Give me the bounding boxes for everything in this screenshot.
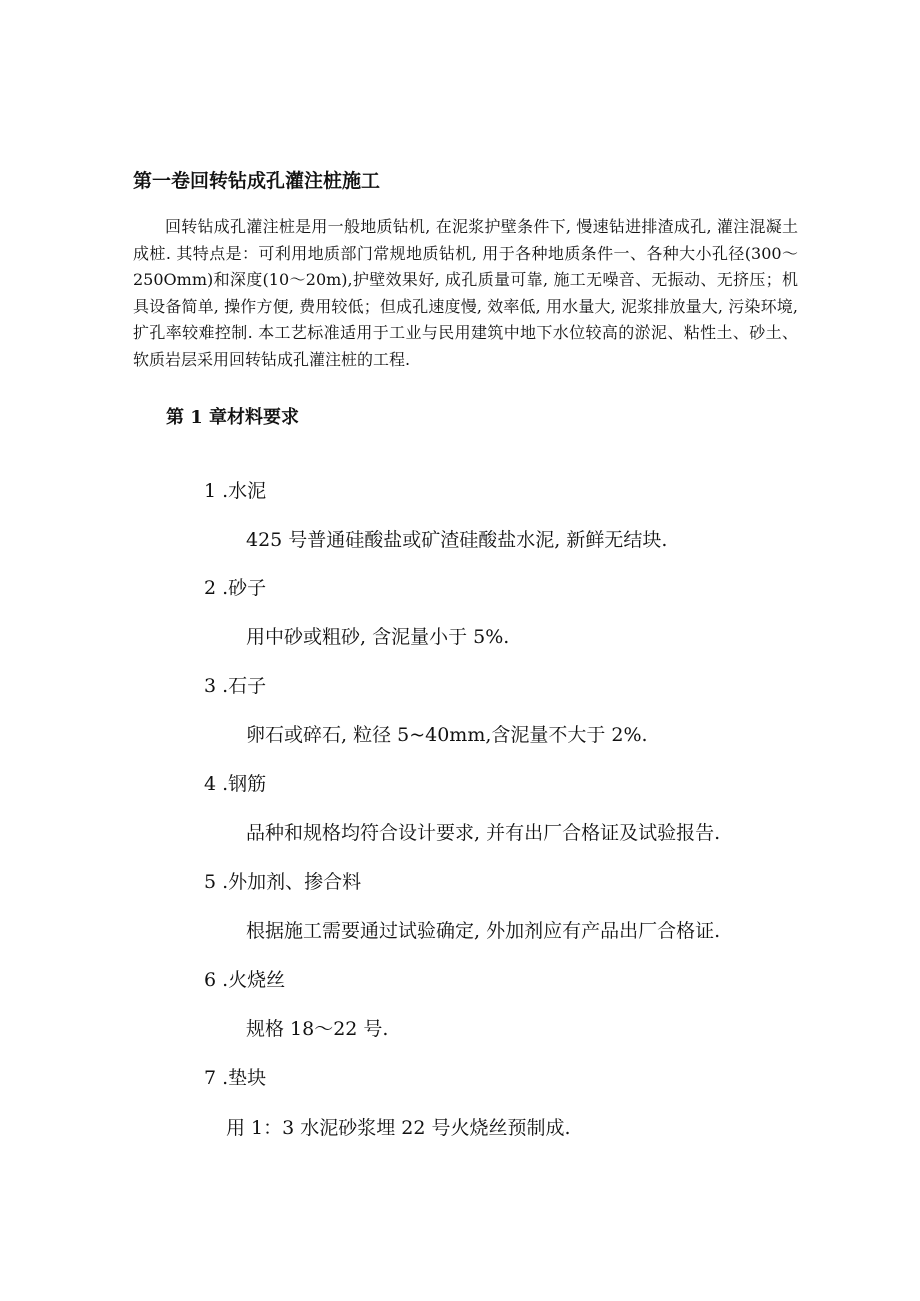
item-heading-admixture: 5 .外加剂、掺合料: [204, 871, 362, 893]
item-body-spacer: 用 1：3 水泥砂浆埋 22 号火烧丝预制成.: [226, 1117, 571, 1139]
item-heading-rebar: 4 .钢筋: [204, 773, 267, 795]
item-body-wire: 规格 18～22 号.: [246, 1018, 389, 1040]
item-body-rebar: 品种和规格均符合设计要求, 并有出厂合格证及试验报告.: [246, 822, 721, 844]
chapter-title: 第 1 章材料要求: [166, 407, 300, 428]
item-heading-wire: 6 .火烧丝: [204, 969, 286, 991]
item-heading-spacer: 7 .垫块: [204, 1067, 267, 1089]
item-heading-sand: 2 .砂子: [204, 577, 267, 599]
item-body-stone: 卵石或碎石, 粒径 5~40mm,含泥量不大于 2%.: [246, 724, 648, 746]
item-body-cement: 425 号普通硅酸盐或矿渣硅酸盐水泥, 新鲜无结块.: [246, 529, 668, 551]
item-heading-cement: 1 .水泥: [204, 480, 267, 502]
item-body-admixture: 根据施工需要通过试验确定, 外加剂应有产品出厂合格证.: [246, 920, 721, 942]
item-body-sand: 用中砂或粗砂, 含泥量小于 5%.: [246, 626, 510, 648]
volume-title: 第一卷回转钻成孔灌注桩施工: [133, 170, 381, 192]
intro-paragraph: [133, 214, 798, 373]
item-heading-stone: 3 .石子: [204, 675, 267, 697]
intro-text: 回转钻成孔灌注桩是用一般地质钻机, 在泥浆护壁条件下, 慢速钻进排渣成孔, 灌注混凝土成桩. 其特点是：可利用地质部门常规地质钻机, 用于各种地质条件一、各种大小孔径(300～250Omm)和深度(10～20m),护壁效果好, 成孔质量可靠, 施工无噪音、无振动、无挤压；机具设备简单, 操作方便, 费用较低；但成孔速度慢, 效率低, 用水量大, 泥浆排放量大, 污染环境, 扩孔率较难控制. 本工艺标准适用于工业与民用建筑中地下水位较高的淤泥、粘性土、砂土、软质岩层采用回转钻成孔灌注桩的工程.: [133, 217, 798, 369]
